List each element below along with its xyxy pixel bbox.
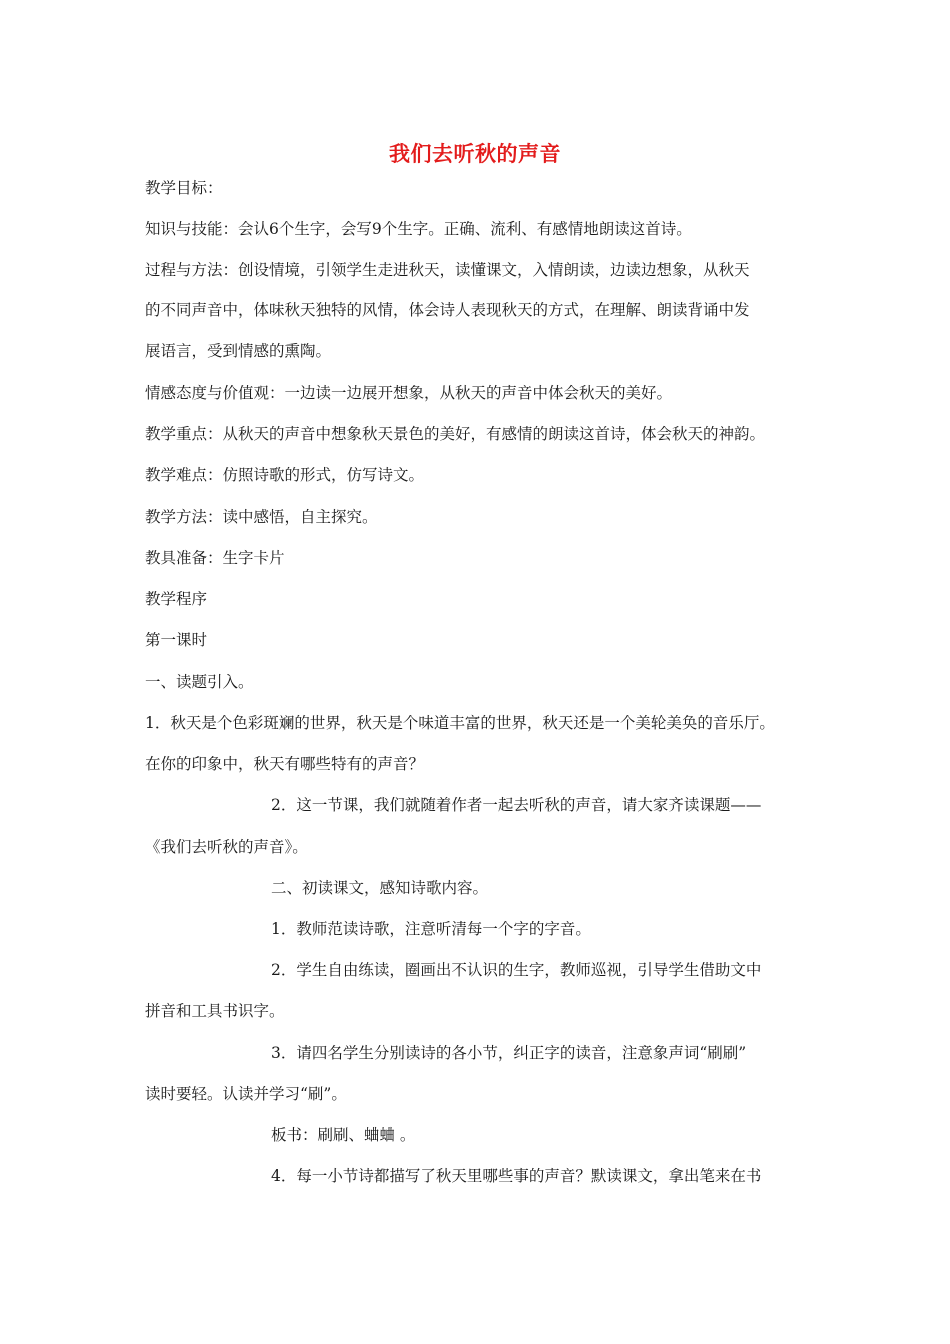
paragraph-line: 1．教师范读诗歌，注意听清每一个字的字音。: [271, 920, 591, 938]
paragraph-line: 4．每一小节诗都描写了秋天里哪些事的声音？默读课文，拿出笔来在书: [271, 1167, 762, 1185]
paragraph-line: 情感态度与价值观：一边读一边展开想象，从秋天的声音中体会秋天的美好。: [145, 384, 673, 402]
paragraph-line: 展语言，受到情感的熏陶。: [145, 342, 332, 360]
page-title: 我们去听秋的声音: [389, 142, 561, 166]
section-heading: 二、初读课文，感知诗歌内容。: [271, 879, 489, 897]
paragraph-line: 过程与方法：创设情境，引领学生走进秋天，读懂课文，入情朗读，边读边想象，从秋天: [145, 261, 750, 279]
paragraph-line: 《我们去听秋的声音》。: [145, 838, 308, 856]
paragraph-line: 教具准备：生字卡片: [145, 549, 285, 567]
section-heading: 教学目标：: [145, 179, 223, 197]
paragraph-line: 教学难点：仿照诗歌的形式，仿写诗文。: [145, 466, 425, 484]
paragraph-line: 2．学生自由练读，圈画出不认识的生字，教师巡视，引导学生借助文中: [271, 961, 762, 979]
paragraph-line: 知识与技能：会认6个生字，会写9个生字。正确、流利、有感情地朗读这首诗。: [145, 220, 692, 238]
paragraph-line: 2．这一节课，我们就随着作者一起去听秋的声音，请大家齐读课题——: [271, 796, 762, 814]
paragraph-line: 读时要轻。认读并学习“刷”。: [145, 1085, 347, 1103]
paragraph-line: 1．秋天是个色彩斑斓的世界，秋天是个味道丰富的世界，秋天还是一个美轮美奂的音乐厅。: [145, 714, 775, 732]
section-heading: 第一课时: [145, 631, 208, 649]
paragraph-line: 3．请四名学生分别读诗的各小节，纠正字的读音，注意象声词“刷刷”: [271, 1044, 747, 1062]
paragraph-line: 的不同声音中，体味秋天独特的风情，体会诗人表现秋天的方式，在理解、朗读背诵中发: [145, 301, 750, 319]
paragraph-line: 板书：刷刷、蛐蛐 。: [271, 1126, 416, 1144]
paragraph-line: 拼音和工具书识字。: [145, 1002, 285, 1020]
paragraph-line: 在你的印象中，秋天有哪些特有的声音？: [145, 755, 425, 773]
section-heading: 一、读题引入。: [145, 673, 254, 691]
paragraph-line: 教学方法：读中感悟，自主探究。: [145, 508, 378, 526]
paragraph-line: 教学重点：从秋天的声音中想象秋天景色的美好，有感情的朗读这首诗，体会秋天的神韵。: [145, 425, 766, 443]
section-heading: 教学程序: [145, 590, 208, 608]
